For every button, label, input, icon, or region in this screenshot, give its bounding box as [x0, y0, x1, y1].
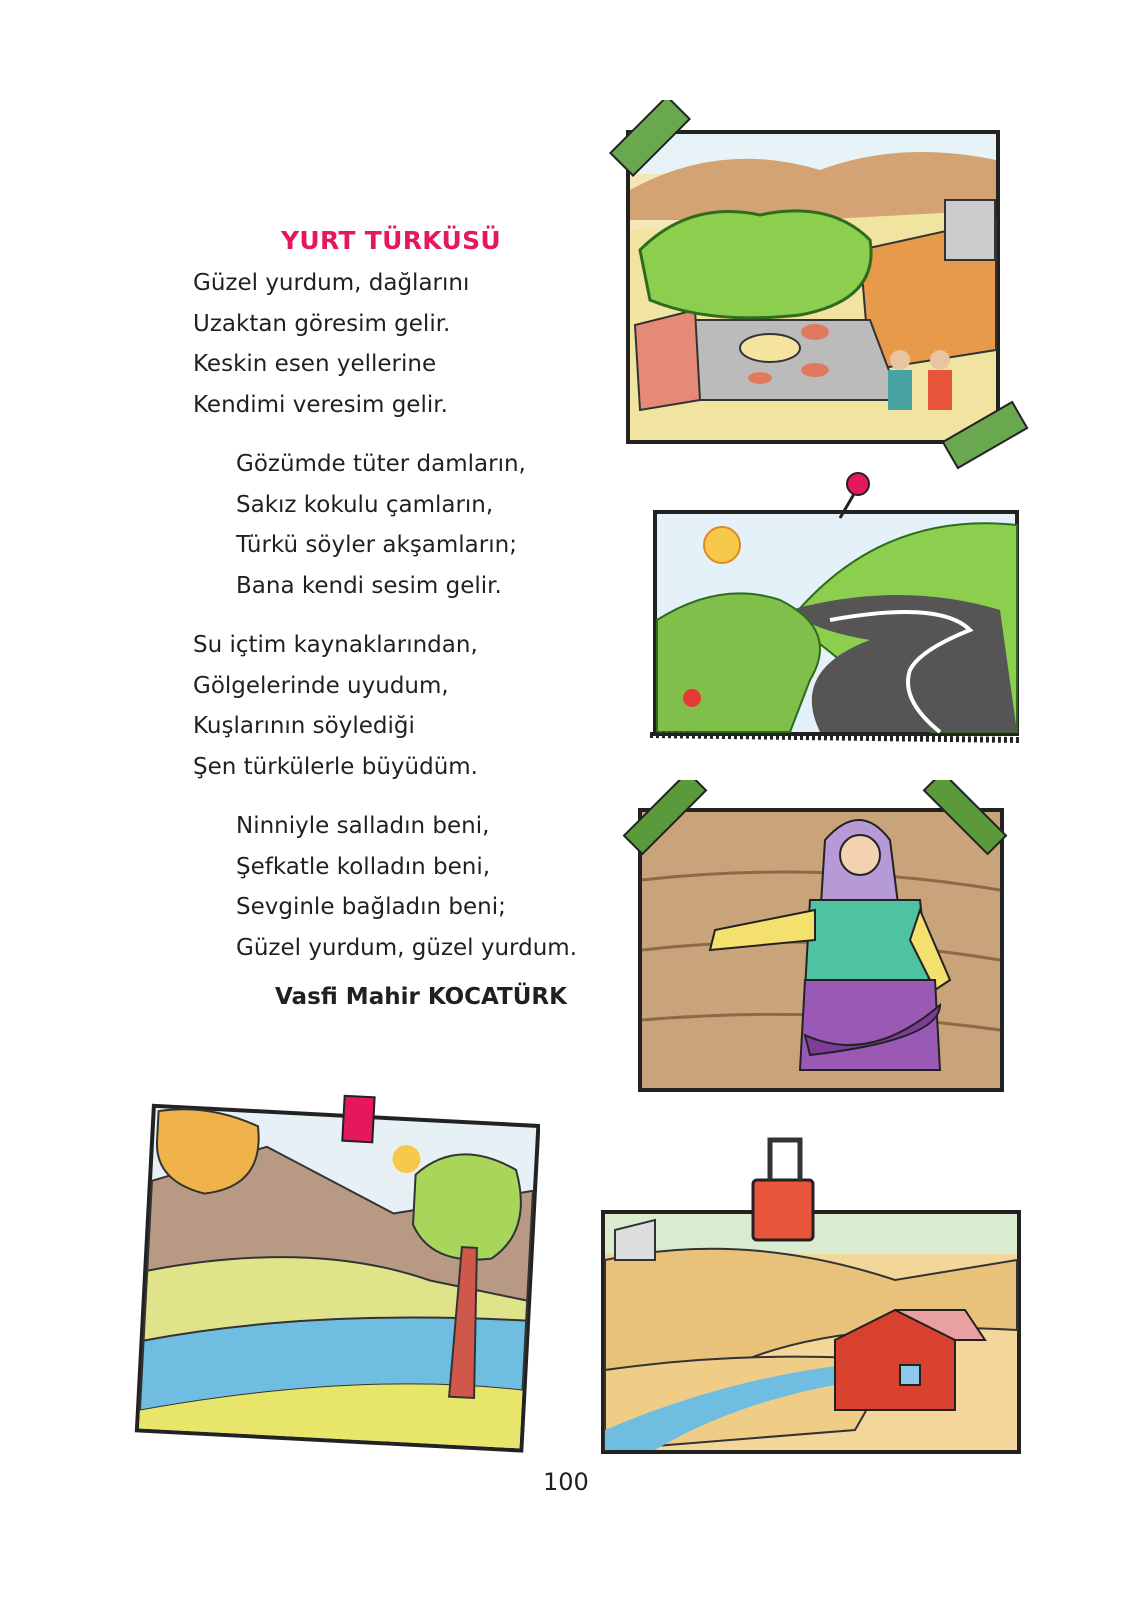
stanza-2	[236, 444, 526, 606]
stanza-4	[236, 806, 577, 968]
poem-line: Kendimi veresim gelir.	[193, 391, 448, 418]
poem-line: Bana kendi sesim gelir.	[236, 572, 502, 599]
poem-author: Vasfi Mahir KOCATÜRK	[275, 984, 567, 1010]
stanza-3	[193, 625, 478, 787]
poem-line: Kuşlarının söylediği	[193, 713, 415, 739]
poem-line: Ninniyle salladın beni,	[236, 813, 490, 839]
river-landscape-illustration	[110, 1090, 540, 1470]
poem-line: Gölgelerinde uyudum,	[193, 672, 449, 699]
page-number: 100	[543, 1468, 589, 1496]
farmhouse-fields-illustration	[595, 1130, 1025, 1460]
poem-line: Güzel yurdum, dağlarını	[193, 270, 470, 296]
stanza-1	[193, 263, 469, 425]
poem-line: Şen türkülerle büyüdüm.	[193, 753, 478, 780]
poem-title: YURT TÜRKÜSÜ	[281, 226, 502, 255]
farm-garden-illustration	[600, 100, 1030, 470]
poem-line: Sevginle bağladın beni;	[236, 894, 506, 920]
poem-line: Şefkatle kolladın beni,	[236, 853, 491, 880]
poem-line: Güzel yurdum, güzel yurdum.	[236, 934, 578, 961]
poem-line: Uzaktan göresim gelir.	[193, 310, 451, 337]
poem-line: Gözümde tüter damların,	[236, 451, 526, 477]
woman-sowing-illustration	[620, 780, 1030, 1100]
poem-line: Keskin esen yellerine	[193, 351, 437, 377]
poem-line: Su içtim kaynaklarından,	[193, 632, 478, 658]
winding-road-illustration	[640, 470, 1030, 750]
poem-line: Türkü söyler akşamların;	[236, 532, 517, 558]
poem-line: Sakız kokulu çamların,	[236, 491, 494, 518]
